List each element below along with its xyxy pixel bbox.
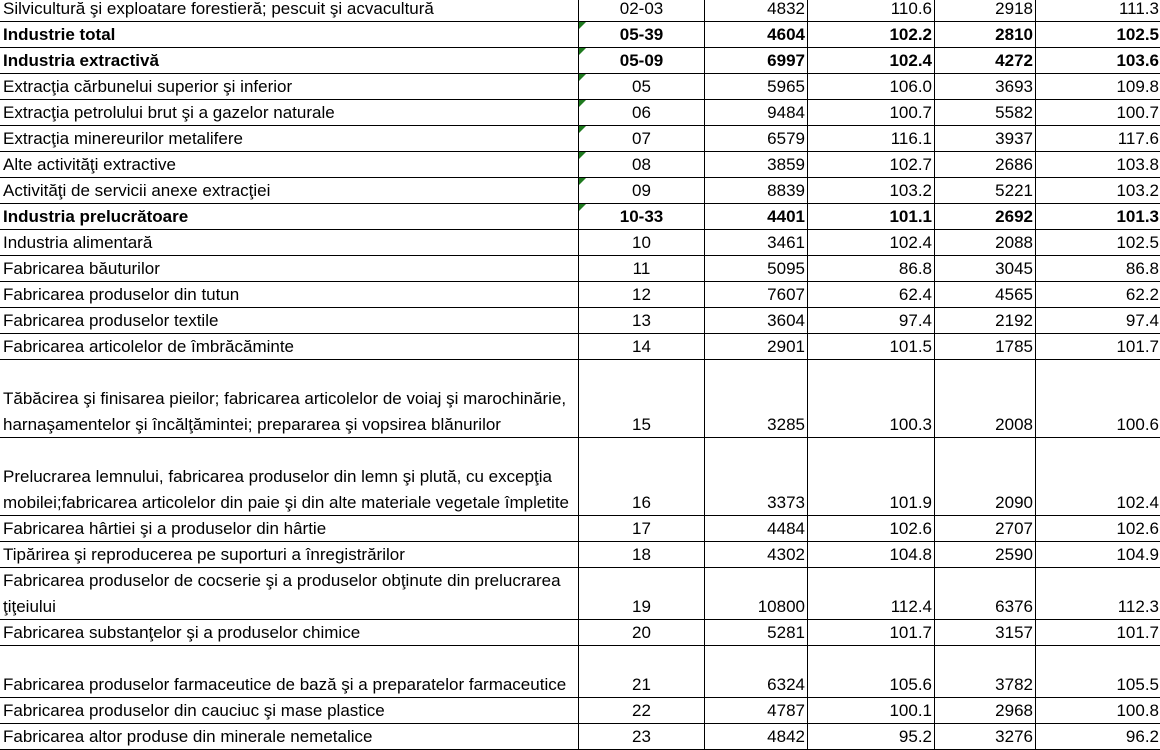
value-cell-4[interactable]: 102.4 [1036, 438, 1160, 516]
value-cell-1[interactable]: 6324 [705, 646, 808, 698]
value-cell-3[interactable]: 3276 [935, 724, 1036, 750]
cell-indicator-icon [579, 100, 586, 107]
value-cell-3[interactable]: 2008 [935, 360, 1036, 438]
table-row [0, 698, 1160, 724]
value-cell-1[interactable]: 6997 [705, 48, 808, 74]
value-cell-1[interactable]: 2901 [705, 334, 808, 360]
cell-indicator-icon [579, 204, 586, 211]
caen-code-cell[interactable]: 05-09 [579, 48, 705, 74]
value-cell-3[interactable]: 3157 [935, 620, 1036, 646]
caen-code-cell[interactable]: 05-39 [579, 22, 705, 48]
cell-indicator-icon [579, 152, 586, 159]
activity-name-cell[interactable]: Fabricarea produselor de cocserie şi a produselor obţinute din prelucrarea ţiţeiului [0, 568, 579, 620]
table-row [0, 646, 1160, 698]
activity-name-cell[interactable]: Extracţia cărbunelui superior şi inferior [0, 74, 579, 100]
value-cell-4[interactable]: 103.2 [1036, 178, 1160, 204]
value-cell-4[interactable]: 100.6 [1036, 360, 1160, 438]
value-cell-1[interactable]: 3461 [705, 230, 808, 256]
caen-code-cell[interactable]: 12 [579, 282, 705, 308]
table-row [0, 256, 1160, 282]
table-row [0, 230, 1160, 256]
table-row [0, 620, 1160, 646]
value-cell-1[interactable]: 4832 [705, 0, 808, 22]
value-cell-1[interactable]: 5281 [705, 620, 808, 646]
caen-code-cell[interactable]: 07 [579, 126, 705, 152]
value-cell-3[interactable]: 3782 [935, 646, 1036, 698]
table-row [0, 126, 1160, 152]
value-cell-1[interactable]: 7607 [705, 282, 808, 308]
value-cell-2[interactable]: 112.4 [808, 568, 935, 620]
value-cell-2[interactable]: 100.3 [808, 360, 935, 438]
value-cell-3[interactable]: 2192 [935, 308, 1036, 334]
value-cell-2[interactable]: 116.1 [808, 126, 935, 152]
caen-code-cell[interactable]: 21 [579, 646, 705, 698]
activity-name-cell[interactable]: Fabricarea altor produse din minerale nemetalice [0, 724, 579, 750]
cell-indicator-icon [579, 178, 586, 185]
table-row [0, 152, 1160, 178]
table-row [0, 204, 1160, 230]
value-cell-4[interactable]: 102.5 [1036, 22, 1160, 48]
value-cell-3[interactable]: 2686 [935, 152, 1036, 178]
caen-code-cell[interactable]: 18 [579, 542, 705, 568]
table-row [0, 724, 1160, 750]
value-cell-4[interactable]: 86.8 [1036, 256, 1160, 282]
activity-name-cell[interactable]: Extracţia minereurilor metalifere [0, 126, 579, 152]
table-row [0, 48, 1160, 74]
value-cell-2[interactable]: 97.4 [808, 308, 935, 334]
table-row [0, 516, 1160, 542]
activity-name-cell[interactable]: Fabricarea produselor textile [0, 308, 579, 334]
value-cell-2[interactable]: 102.7 [808, 152, 935, 178]
table-row [0, 178, 1160, 204]
caen-code-cell[interactable]: 20 [579, 620, 705, 646]
caen-code-cell[interactable]: 23 [579, 724, 705, 750]
caen-code-cell[interactable]: 14 [579, 334, 705, 360]
cell-indicator-icon [579, 126, 586, 133]
value-cell-1[interactable]: 3373 [705, 438, 808, 516]
table-row [0, 22, 1160, 48]
activity-name-cell[interactable]: Tăbăcirea şi finisarea pieilor; fabricarea articolelor de voiaj şi marochinărie, harnaşamentelor şi încălţămintei; prepararea şi vopsirea blănurilor [0, 360, 579, 438]
activity-name-cell[interactable]: Fabricarea produselor din tutun [0, 282, 579, 308]
value-cell-2[interactable]: 106.0 [808, 74, 935, 100]
value-cell-1[interactable]: 4401 [705, 204, 808, 230]
value-cell-1[interactable]: 8839 [705, 178, 808, 204]
value-cell-2[interactable]: 101.7 [808, 620, 935, 646]
value-cell-2[interactable]: 101.1 [808, 204, 935, 230]
value-cell-1[interactable]: 5095 [705, 256, 808, 282]
caen-code-cell[interactable]: 06 [579, 100, 705, 126]
table-row [0, 438, 1160, 516]
activity-name-cell[interactable]: Fabricarea produselor din cauciuc şi mase plastice [0, 698, 579, 724]
activity-name-cell[interactable]: Activităţi de servicii anexe extracţiei [0, 178, 579, 204]
value-cell-4[interactable]: 112.3 [1036, 568, 1160, 620]
value-cell-2[interactable]: 103.2 [808, 178, 935, 204]
activity-name-cell[interactable]: Fabricarea hârtiei şi a produselor din hârtie [0, 516, 579, 542]
value-cell-3[interactable]: 2968 [935, 698, 1036, 724]
activity-name-cell[interactable]: Industria alimentară [0, 230, 579, 256]
value-cell-4[interactable]: 96.2 [1036, 724, 1160, 750]
value-cell-3[interactable]: 1785 [935, 334, 1036, 360]
caen-code-cell[interactable]: 02-03 [579, 0, 705, 22]
value-cell-3[interactable]: 2707 [935, 516, 1036, 542]
value-cell-2[interactable]: 102.2 [808, 22, 935, 48]
activity-name-cell[interactable]: Extracţia petrolului brut şi a gazelor naturale [0, 100, 579, 126]
value-cell-3[interactable]: 2590 [935, 542, 1036, 568]
value-cell-3[interactable]: 5221 [935, 178, 1036, 204]
value-cell-3[interactable]: 2810 [935, 22, 1036, 48]
value-cell-1[interactable]: 4302 [705, 542, 808, 568]
value-cell-3[interactable]: 4565 [935, 282, 1036, 308]
activity-name-cell[interactable]: Silvicultură şi exploatare forestieră; pescuit şi acvacultură [0, 0, 579, 22]
value-cell-2[interactable]: 86.8 [808, 256, 935, 282]
activity-name-cell[interactable]: Fabricarea produselor farmaceutice de bază şi a preparatelor farmaceutice [0, 646, 579, 698]
caen-code-cell[interactable]: 08 [579, 152, 705, 178]
table-row [0, 308, 1160, 334]
value-cell-3[interactable]: 3937 [935, 126, 1036, 152]
value-cell-1[interactable]: 3859 [705, 152, 808, 178]
caen-code-cell[interactable]: 22 [579, 698, 705, 724]
value-cell-4[interactable]: 101.3 [1036, 204, 1160, 230]
value-cell-1[interactable]: 6579 [705, 126, 808, 152]
cell-indicator-icon [579, 22, 586, 29]
activity-name-cell[interactable]: Prelucrarea lemnului, fabricarea produselor din lemn şi plută, cu excepţia mobilei;fabricarea articolelor din paie şi din alte materiale vegetale împletite [0, 438, 579, 516]
value-cell-3[interactable]: 3693 [935, 74, 1036, 100]
table-row [0, 74, 1160, 100]
value-cell-1[interactable]: 4484 [705, 516, 808, 542]
cell-indicator-icon [579, 74, 586, 81]
value-cell-4[interactable]: 100.8 [1036, 698, 1160, 724]
value-cell-1[interactable]: 4787 [705, 698, 808, 724]
caen-code-cell[interactable]: 10 [579, 230, 705, 256]
value-cell-4[interactable]: 62.2 [1036, 282, 1160, 308]
caen-code-cell[interactable]: 09 [579, 178, 705, 204]
activity-name-cell[interactable]: Fabricarea băuturilor [0, 256, 579, 282]
caen-code-cell[interactable]: 16 [579, 438, 705, 516]
value-cell-2[interactable]: 62.4 [808, 282, 935, 308]
value-cell-3[interactable]: 2692 [935, 204, 1036, 230]
table-row [0, 568, 1160, 620]
value-cell-4[interactable]: 103.6 [1036, 48, 1160, 74]
value-cell-3[interactable]: 2090 [935, 438, 1036, 516]
activity-name-cell[interactable]: Alte activităţi extractive [0, 152, 579, 178]
value-cell-3[interactable]: 5582 [935, 100, 1036, 126]
value-cell-1[interactable]: 10800 [705, 568, 808, 620]
value-cell-2[interactable]: 102.4 [808, 48, 935, 74]
value-cell-4[interactable]: 117.6 [1036, 126, 1160, 152]
value-cell-4[interactable]: 102.5 [1036, 230, 1160, 256]
value-cell-3[interactable]: 4272 [935, 48, 1036, 74]
activity-name-cell[interactable]: Industria prelucrătoare [0, 204, 579, 230]
value-cell-4[interactable]: 109.8 [1036, 74, 1160, 100]
table-row [0, 282, 1160, 308]
value-cell-2[interactable]: 102.6 [808, 516, 935, 542]
value-cell-4[interactable]: 97.4 [1036, 308, 1160, 334]
value-cell-1[interactable]: 5965 [705, 74, 808, 100]
table-row [0, 542, 1160, 568]
value-cell-3[interactable]: 6376 [935, 568, 1036, 620]
activity-name-cell[interactable]: Fabricarea substanţelor şi a produselor chimice [0, 620, 579, 646]
value-cell-3[interactable]: 2918 [935, 0, 1036, 22]
value-cell-1[interactable]: 4604 [705, 22, 808, 48]
value-cell-4[interactable]: 100.7 [1036, 100, 1160, 126]
caen-code-cell[interactable]: 05 [579, 74, 705, 100]
caen-code-cell[interactable]: 17 [579, 516, 705, 542]
caen-code-cell[interactable]: 13 [579, 308, 705, 334]
value-cell-1[interactable]: 4842 [705, 724, 808, 750]
value-cell-2[interactable]: 105.6 [808, 646, 935, 698]
value-cell-2[interactable]: 100.1 [808, 698, 935, 724]
value-cell-4[interactable]: 102.6 [1036, 516, 1160, 542]
value-cell-4[interactable]: 105.5 [1036, 646, 1160, 698]
caen-code-cell[interactable]: 19 [579, 568, 705, 620]
value-cell-1[interactable]: 3604 [705, 308, 808, 334]
caen-code-cell[interactable]: 11 [579, 256, 705, 282]
caen-code-cell[interactable]: 15 [579, 360, 705, 438]
value-cell-4[interactable]: 103.8 [1036, 152, 1160, 178]
cell-indicator-icon [579, 48, 586, 55]
value-cell-2[interactable]: 95.2 [808, 724, 935, 750]
value-cell-2[interactable]: 101.9 [808, 438, 935, 516]
activity-name-cell[interactable]: Industria extractivă [0, 48, 579, 74]
activity-name-cell[interactable]: Tipărirea şi reproducerea pe suporturi a înregistrărilor [0, 542, 579, 568]
table-row [0, 360, 1160, 438]
activity-name-cell[interactable]: Fabricarea articolelor de îmbrăcăminte [0, 334, 579, 360]
value-cell-1[interactable]: 9484 [705, 100, 808, 126]
table-row [0, 100, 1160, 126]
value-cell-3[interactable]: 2088 [935, 230, 1036, 256]
value-cell-3[interactable]: 3045 [935, 256, 1036, 282]
value-cell-4[interactable]: 101.7 [1036, 334, 1160, 360]
value-cell-1[interactable]: 3285 [705, 360, 808, 438]
value-cell-4[interactable]: 104.9 [1036, 542, 1160, 568]
value-cell-4[interactable]: 101.7 [1036, 620, 1160, 646]
value-cell-2[interactable]: 104.8 [808, 542, 935, 568]
value-cell-2[interactable]: 110.6 [808, 0, 935, 22]
activity-name-cell[interactable]: Industrie total [0, 22, 579, 48]
caen-code-cell[interactable]: 10-33 [579, 204, 705, 230]
table-row [0, 334, 1160, 360]
value-cell-2[interactable]: 101.5 [808, 334, 935, 360]
value-cell-2[interactable]: 100.7 [808, 100, 935, 126]
table-row [0, 0, 1160, 22]
value-cell-4[interactable]: 111.3 [1036, 0, 1160, 22]
value-cell-2[interactable]: 102.4 [808, 230, 935, 256]
